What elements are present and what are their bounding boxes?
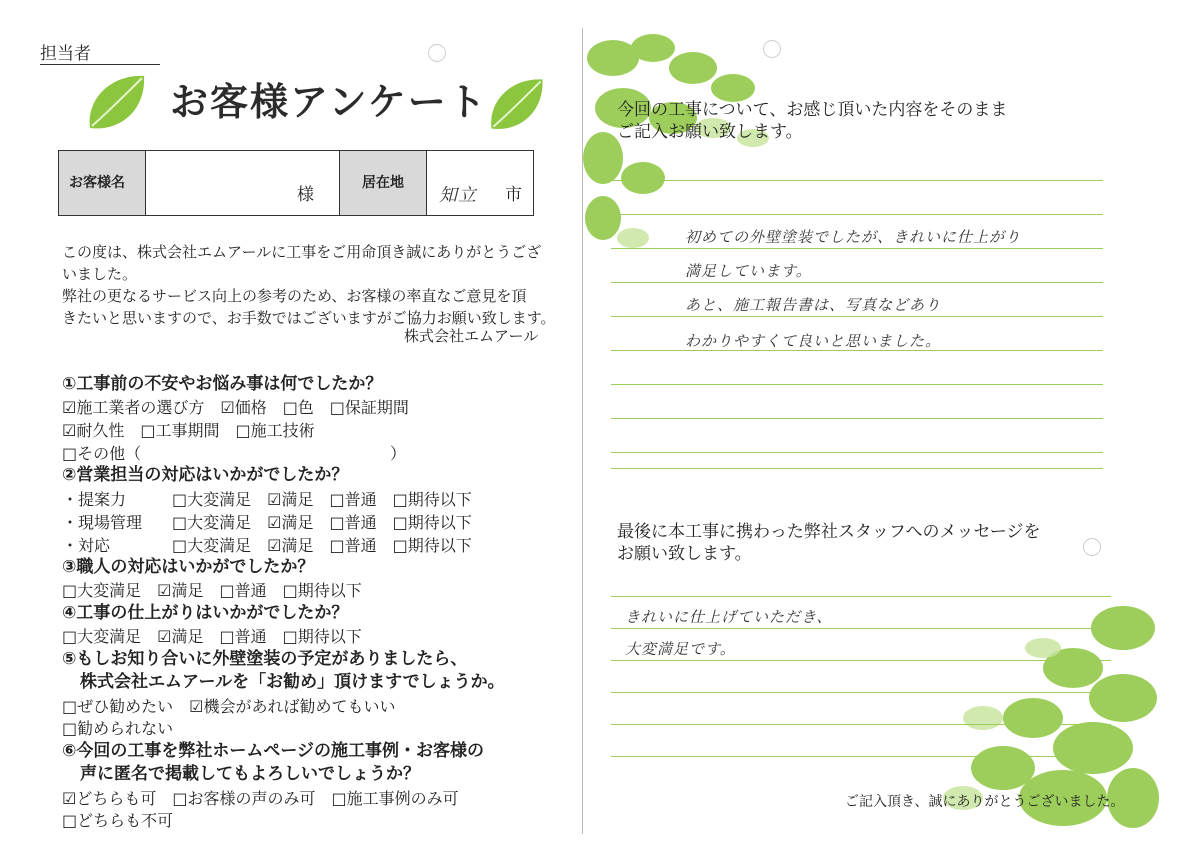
q2-row-choices[interactable]: □大変満足 ☑満足 □普通 □期待以下 xyxy=(172,536,472,555)
intro-line: きたいと思いますので、お手数ではございますがご協力お願い致します。 xyxy=(62,309,556,327)
q3-choices-row[interactable]: □大変満足 ☑満足 □普通 □期待以下 xyxy=(62,581,362,600)
leaf-icon xyxy=(484,72,550,138)
answer-1-line: 満足しています。 xyxy=(685,262,812,280)
ruled-line xyxy=(611,248,1103,249)
ruled-line xyxy=(611,628,1111,629)
name-label-cell xyxy=(59,151,146,215)
q6-choices-row[interactable]: ☑どちらも可 □お客様の声のみ可 □施工事例のみ可 xyxy=(62,789,459,808)
answer-1-line: 初めての外壁塗装でしたが、きれいに仕上がり xyxy=(685,228,1022,246)
binder-ring-icon xyxy=(1083,538,1101,556)
q4-question: ④工事の仕上がりはいかがでしたか？ xyxy=(62,603,349,623)
ruled-line xyxy=(611,596,1111,597)
q4-choices-row[interactable]: □大変満足 ☑満足 □普通 □期待以下 xyxy=(62,627,362,646)
q2-row-choices[interactable]: □大変満足 ☑満足 □普通 □期待以下 xyxy=(172,513,472,532)
ruled-line xyxy=(611,756,1111,757)
prompt-1: ご記入お願い致します。 xyxy=(617,122,803,142)
answer-2-line: 大変満足です。 xyxy=(625,640,736,658)
q2-row-label: ・対応 xyxy=(62,536,111,555)
q2-row-choices[interactable]: □大変満足 ☑満足 □普通 □期待以下 xyxy=(172,490,472,509)
ruled-line xyxy=(611,214,1103,215)
q5-choices-row[interactable]: □勧められない xyxy=(62,719,174,738)
intro-line: この度は、株式会社エムアールに工事をご用命頂き誠にありがとうござ xyxy=(62,243,542,261)
name-suffix: 様 xyxy=(297,185,314,205)
prompt-2: お願い致します。 xyxy=(617,544,752,564)
ruled-line xyxy=(611,418,1103,419)
q6-question: 声に匿名で掲載してもよろしいでしょうか？ xyxy=(80,764,420,784)
name-label: お客様名 xyxy=(69,175,125,191)
ruled-line xyxy=(611,316,1103,317)
right-page xyxy=(582,28,1161,834)
answer-1-line: あと、施工報告書は、写真などあり xyxy=(685,296,942,314)
q1-choices-row[interactable]: ☑耐久性 □工事期間 □施工技術 xyxy=(62,421,315,440)
left-page xyxy=(0,0,580,850)
ruled-line xyxy=(611,384,1103,385)
ruled-line xyxy=(611,452,1103,453)
q6-question: ⑥今回の工事を弊社ホームページの施工事例・お客様の xyxy=(62,741,485,761)
page-title: お客様アンケート xyxy=(170,80,488,124)
ruled-line xyxy=(611,180,1103,181)
ruled-line xyxy=(611,724,1111,725)
answer-2-line: きれいに仕上げていただき、 xyxy=(625,608,833,626)
q5-question: ⑤もしお知り合いに外壁塗装の予定がありましたら、 xyxy=(62,649,468,669)
intro-line: 弊社の更なるサービス向上の参考のため、お客様の率直なご意見を頂 xyxy=(62,287,527,305)
q2-row-label: ・現場管理 xyxy=(62,513,143,532)
q1-choices-row[interactable]: ☑施工業者の選び方 ☑価格 □色 □保証期間 xyxy=(62,398,409,417)
q5-question: 株式会社エムアールを「お勧め」頂けますでしょうか。 xyxy=(80,672,505,692)
binder-ring-icon xyxy=(763,40,781,58)
q2-row-label: ・提案力 xyxy=(62,490,127,509)
location-label-cell xyxy=(339,151,427,215)
foliage-decoration xyxy=(583,28,793,258)
location-handwritten: 知立 xyxy=(439,185,477,206)
location-suffix: 市 xyxy=(505,185,522,205)
company-signature: 株式会社エムアール xyxy=(404,327,539,345)
q3-question: ③職人の対応はいかがでしたか？ xyxy=(62,557,315,577)
thank-you-footer: ご記入頂き、誠にありがとうございました。 xyxy=(845,794,1125,810)
tantou-label: 担当者 xyxy=(40,44,91,64)
q6-choices-row[interactable]: □どちらも不可 xyxy=(62,811,174,830)
q5-choices-row[interactable]: □ぜひ勧めたい ☑機会があれば勧めてもいい xyxy=(62,697,396,716)
answer-1-line: わかりやすくて良いと思いました。 xyxy=(685,332,942,350)
ruled-line xyxy=(611,660,1111,661)
prompt-1: 今回の工事について、お感じ頂いた内容をそのまま xyxy=(617,100,1008,120)
ruled-line xyxy=(611,468,1103,469)
location-label: 居在地 xyxy=(362,175,404,191)
ruled-line xyxy=(611,282,1103,283)
binder-ring-icon xyxy=(428,44,446,62)
q1-question: ①工事前の不安やお悩み事は何でしたか？ xyxy=(62,374,383,394)
tantou-underline xyxy=(40,64,160,65)
intro-line: いました。 xyxy=(62,265,138,283)
q1-other-label[interactable]: □その他（ xyxy=(62,444,142,463)
q1-other-close: ） xyxy=(390,444,407,463)
prompt-2: 最後に本工事に携わった弊社スタッフへのメッセージを xyxy=(617,522,1041,542)
customer-table xyxy=(58,150,534,216)
q2-question: ②営業担当の対応はいかがでしたか？ xyxy=(62,465,349,485)
ruled-line xyxy=(611,692,1111,693)
leaf-icon xyxy=(82,68,152,138)
